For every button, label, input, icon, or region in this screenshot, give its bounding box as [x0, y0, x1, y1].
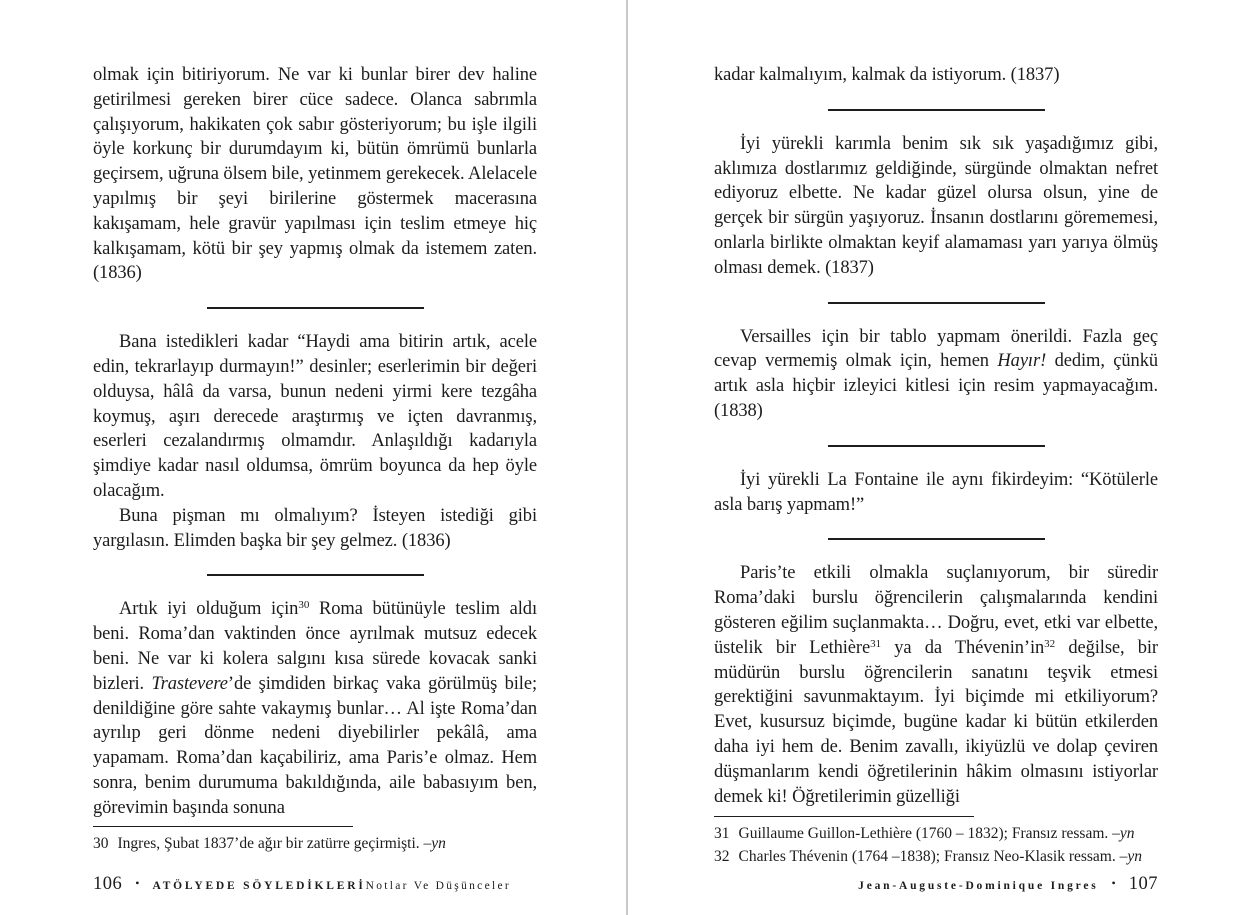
section-separator — [828, 302, 1045, 304]
footnote-rule — [714, 816, 974, 817]
book-subtitle: Notlar Ve Düşünceler — [365, 880, 512, 892]
section-separator — [828, 538, 1045, 540]
paragraph: İyi yürekli La Fontaine ile aynı fikirdeyim: “Kötülerle asla barış yapmam!” — [714, 469, 1158, 515]
footer-bullet: • — [1111, 876, 1116, 890]
footnote-number: 32 — [714, 847, 730, 865]
paragraph: Versailles için bir tablo yapmam önerildi. Fazla geç cevap vermemiş olmak için, hemen Hayır! dedim, çünkü artık asla hiçbir izleyici kitlesi için resim yapmayacağım. (1838) — [714, 326, 1158, 421]
paragraph: İyi yürekli karımla benim sık sık yaşadığımız gibi, aklımıza dostlarımız geldiğinde, sürgünde olmaktan nefret ediyoruz elbette. Ne kadar güzel olursa olsun, yine de gerçek bir sürgün yaşıyoruz. İnsanın dostlarını görememesi, onlarla birlikte olmaktan keyif alamaması yarı yarıya ölmüş olması demek. (1837) — [714, 133, 1158, 278]
footnote: 30 Ingres, Şubat 1837’de ağır bir zatürre geçirmişti. –yn — [93, 835, 446, 852]
author-name: Jean-Auguste-Dominique Ingres — [858, 880, 1099, 892]
page-number: 107 — [1128, 874, 1158, 894]
footnote-number: 30 — [93, 835, 109, 852]
body-text — [714, 63, 1158, 809]
footnotes-area — [714, 816, 1158, 868]
page-footer — [714, 874, 1158, 895]
paragraph: Paris’te etkili olmakla suçlanıyorum, bir süredir Roma’daki burslu öğrencilerin çalışmalarında kendini gösteren eğilim suçlanmakta… Doğru, evet, etki var elbette, üstelik bir Lethière$^{31}$ ya da $Thévenin’in^{32}$ değilse, bir müdürün burslu öğrencilerin sanatını teşvik etmesi gerektiğini savunmaktayım. İyi biçimde mi etkiliyorum? Evet, kusursuz biçimde, bugüne kadar ki bütün etkilerden daha iyi hem de. Benim zavallı, ikiyüzlü ve dolap çeviren düşmanlarım kendi öğretilerinin hâkim olmasını istiyorlar demek ki! Öğretilerimin güzelliği — [714, 563, 1158, 807]
footnote: 32 Charles Thévenin (1764 –1838); Fransız Neo-Klasik ressam. –yn — [714, 847, 1142, 865]
footer-bullet: • — [135, 876, 140, 890]
page-number: 106 — [93, 874, 123, 894]
page-right — [626, 0, 1252, 915]
footnote: 31 Guillaume Guillon-Lethière (1760 – 1832); Fransız ressam. –yn — [714, 825, 1135, 842]
paragraph: kadar kalmalıyım, kalmak da istiyorum. (1837) — [714, 65, 1060, 85]
paragraph: olmak için bitiriyorum. Ne var ki bunlar birer dev haline getirilmesi gereken birer cüce sadece. Olanca sabrımla çalışıyorum, hakikaten çok sabır gösteriyorum; bu işle ilgili öyle korkunç bir durumdayım ki, bütün ömrümü bunlarla geçirsem, uğruna ölsem bile, yetinmem gerekecek. Alelacele yapılmış bir şeyi birilerine göstermek macerasına kakışamam, hele gravür yapılması için teslim etmeye hiç kalkışamam, kötü bir şey yapmış olmak da istemem zaten. (1836) — [93, 65, 537, 284]
paragraph: Bana istedikleri kadar “Haydi ama bitirin artık, acele edin, tekrarlayıp durmayın!” desinler; eserlerimin bir değeri olduysa, hâlâ da varsa, bunun nedeni yirmi kere tezgâha koymuş, aşırı derecede araştırmış ve içten davranmış, eserleri cezalandırmış olmamdır. Anlaşıldığı kadarıyla şimdiye kadar nasıl oldumsa, ömrüm boyunca da hep öyle olacağım. — [93, 332, 537, 501]
section-separator — [207, 574, 424, 576]
body-text — [93, 63, 537, 821]
footnotes-area — [93, 826, 537, 856]
page-footer — [93, 874, 537, 895]
book-title: ATÖLYEDE SÖYLEDİKLERİ — [152, 880, 366, 892]
section-separator — [828, 445, 1045, 447]
section-separator — [828, 109, 1045, 111]
paragraph: Artık iyi olduğum için$^{30}$ Roma bütünüyle teslim aldı beni. Roma’dan vaktinden önce ayrılmak mutsuz edecek beni. Ne var ki kolera salgını kısa sürede kovacak sanki bizleri. Trastevere’de şimdiden birkaç vaka görülmüş bile; denildiğine göre sahte vakaymış bunlar… Al işte Roma’dan ayrılıp geri dönme nedeni diyebilirler pekâlâ, ama yapamam. Roma’dan kaçabiliriz, ama Paris’e olmaz. Hem sonra, benim durumuma bakıldığında, aile babasıyım ben, görevimin başında sonuna — [93, 599, 537, 818]
paragraph: Buna pişman mı olmalıyım? İsteyen istediği gibi yargılasın. Elimden başka bir şey gelmez. (1836) — [93, 505, 537, 551]
footnote-number: 31 — [714, 825, 730, 842]
footnote-rule — [93, 826, 353, 827]
section-separator — [207, 307, 424, 309]
